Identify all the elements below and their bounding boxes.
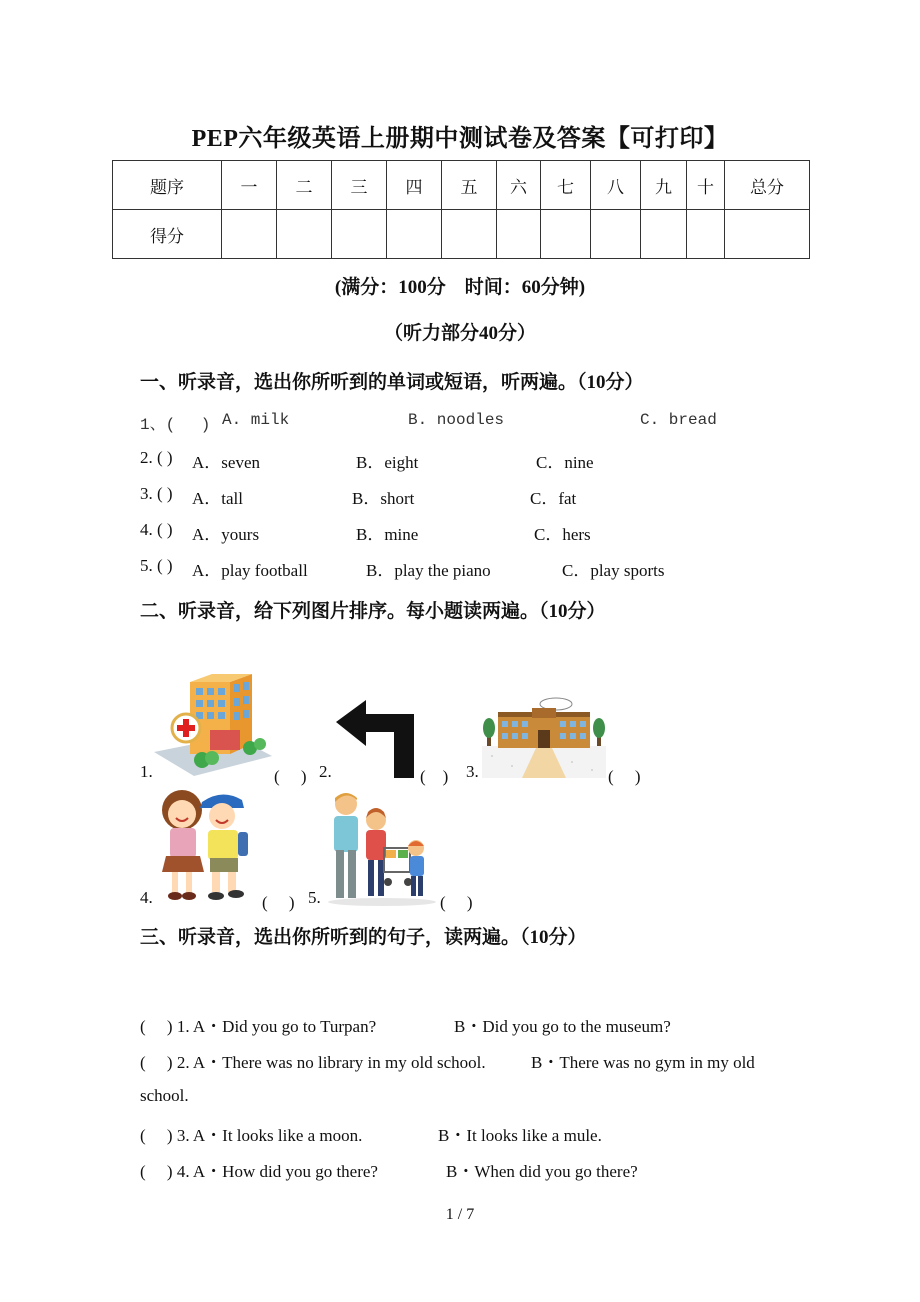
s1-item1-c[interactable]: C. bread <box>640 411 717 429</box>
score-table-header-row <box>113 161 810 210</box>
s2-label-1: 1. <box>140 762 153 781</box>
listening-part-label: （听力部分40分） <box>383 323 536 344</box>
score-cell[interactable] <box>497 210 541 259</box>
score-col: 二 <box>277 161 332 210</box>
s1-item1-b[interactable]: B. noodles <box>408 411 505 429</box>
score-col: 五 <box>442 161 497 210</box>
s1-item4-c[interactable]: C．hers <box>534 525 591 544</box>
s3-item4-a[interactable]: ( ) 4. A・How did you go there? <box>140 1162 378 1181</box>
s1-item3-c[interactable]: C．fat <box>530 489 577 508</box>
score-cell[interactable] <box>591 210 641 259</box>
score-table-score-label: 得分 <box>113 210 222 259</box>
score-cell[interactable] <box>442 210 497 259</box>
s2-label-5: 5. <box>308 888 321 907</box>
score-table <box>112 160 810 259</box>
s3-item2-b-cont: school. <box>140 1086 189 1105</box>
s1-item5-b[interactable]: B．play the piano <box>366 561 491 580</box>
s1-item5-a[interactable]: A．play football <box>192 561 308 580</box>
page-title: PEP六年级英语上册期中测试卷及答案【可打印】 <box>191 126 729 152</box>
s3-item1-b[interactable]: B・Did you go to the museum? <box>454 1017 671 1036</box>
s3-item2-a[interactable]: ( ) 2. A・There was no library in my old school. <box>140 1053 486 1072</box>
s1-item1-a[interactable]: A. milk <box>222 411 290 429</box>
turn-left-arrow-icon <box>336 700 420 778</box>
s1-item3-a[interactable]: A．tall <box>192 489 243 508</box>
s1-item5-c[interactable]: C．play sports <box>562 561 665 580</box>
s2-label-4: 4. <box>140 888 153 907</box>
score-col: 三 <box>332 161 387 210</box>
score-table-score-row <box>113 210 810 259</box>
score-cell[interactable] <box>222 210 277 259</box>
s3-item3-a[interactable]: ( ) 3. A・It looks like a moon. <box>140 1126 363 1145</box>
score-cell[interactable] <box>541 210 591 259</box>
family-shopping-picture <box>326 790 438 906</box>
score-col: 八 <box>591 161 641 210</box>
s2-label-2: 2. <box>319 762 332 781</box>
s1-item2-b[interactable]: B．eight <box>356 453 419 472</box>
s2-blank-5[interactable]: ( ) <box>440 893 473 912</box>
section2-heading: 二、听录音，给下列图片排序。每小题读两遍。（10分） <box>140 601 606 622</box>
score-col: 一 <box>222 161 277 210</box>
school-picture <box>482 696 606 778</box>
score-cell[interactable] <box>641 210 687 259</box>
score-col: 四 <box>387 161 442 210</box>
score-col: 十 <box>687 161 725 210</box>
s1-item4-a[interactable]: A．yours <box>192 525 260 544</box>
score-col: 六 <box>497 161 541 210</box>
score-table-header-label: 题序 <box>113 161 222 210</box>
score-table-total-label: 总分 <box>725 161 810 210</box>
s1-item3-num: 3. ( ) <box>140 484 173 503</box>
score-cell[interactable] <box>687 210 725 259</box>
section3-heading: 三、听录音，选出你所听到的句子，读两遍。（10分） <box>140 927 587 948</box>
s2-blank-4[interactable]: ( ) <box>262 893 295 912</box>
s1-item4-num: 4. ( ) <box>140 520 173 539</box>
page-number: 1 / 7 <box>445 1206 475 1223</box>
exam-info: (满分：100分 时间：60分钟) <box>334 277 586 298</box>
s2-label-3: 3. <box>466 762 479 781</box>
score-cell[interactable] <box>387 210 442 259</box>
s1-item2-a[interactable]: A．seven <box>192 453 260 472</box>
s2-blank-3[interactable]: ( ) <box>608 767 641 786</box>
s1-item4-b[interactable]: B．mine <box>356 525 419 544</box>
s3-item4-b[interactable]: B・When did you go there? <box>446 1162 638 1181</box>
hospital-picture <box>154 672 272 778</box>
score-cell[interactable] <box>725 210 810 259</box>
s1-item2-num: 2. ( ) <box>140 448 173 467</box>
s1-item3-b[interactable]: B．short <box>352 489 415 508</box>
score-col: 九 <box>641 161 687 210</box>
s1-item2-c[interactable]: C．nine <box>536 453 594 472</box>
score-col: 七 <box>541 161 591 210</box>
s1-item5-num: 5. ( ) <box>140 556 173 575</box>
s2-blank-2[interactable]: ( ) <box>420 767 449 786</box>
s3-item3-b[interactable]: B・It looks like a mule. <box>438 1126 602 1145</box>
score-cell[interactable] <box>332 210 387 259</box>
s1-item1-num: 1、( ) <box>140 416 211 434</box>
s3-item2-b[interactable]: B・There was no gym in my old <box>531 1053 755 1072</box>
s2-blank-1[interactable]: ( ) <box>274 767 307 786</box>
score-cell[interactable] <box>277 210 332 259</box>
s3-item1-a[interactable]: ( ) 1. A・Did you go to Turpan? <box>140 1017 377 1036</box>
children-picture <box>156 788 260 906</box>
section1-heading: 一、听录音，选出你所听到的单词或短语，听两遍。（10分） <box>140 372 644 393</box>
